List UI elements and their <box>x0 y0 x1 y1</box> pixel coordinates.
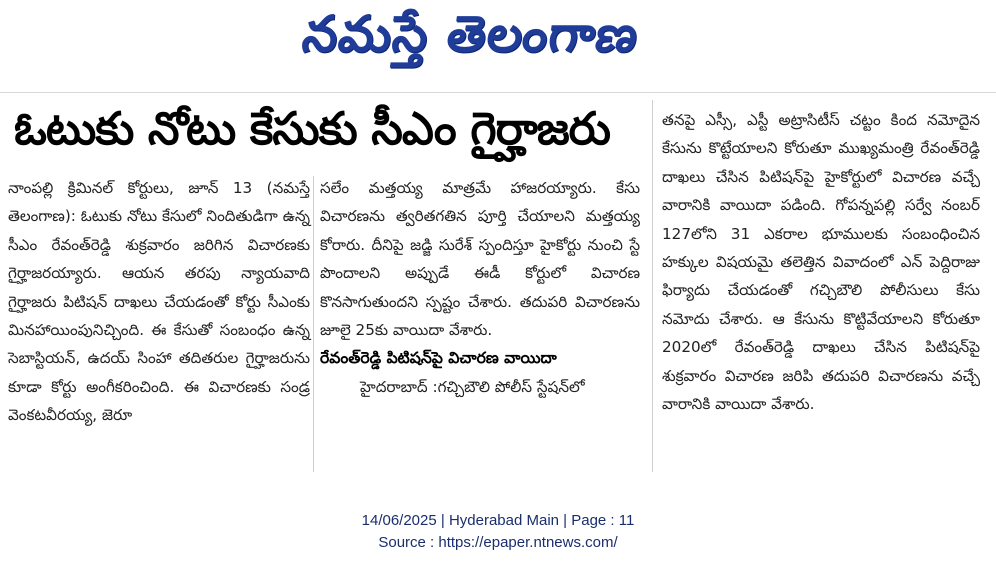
article-column-1 <box>8 174 310 430</box>
column-divider <box>313 176 314 472</box>
source-link[interactable]: Source : https://epaper.ntnews.com/ <box>378 534 618 551</box>
masthead-divider <box>0 92 996 93</box>
page-footer <box>0 510 996 554</box>
headline-container <box>0 96 652 166</box>
newspaper-logo: నమస్తే తెలంగాణ <box>298 4 643 63</box>
masthead <box>0 0 996 82</box>
edition-info: 14/06/2025 | Hyderabad Main | Page : 11 <box>361 512 635 529</box>
article-column-2 <box>320 174 640 401</box>
article-subheading: రేవంత్‌రెడ్డి పిటిషన్‌పై విచారణ వాయిదా <box>320 349 557 368</box>
article-body-text: నాంపల్లి క్రిమినల్ కోర్టులు, జూన్ 13 (నమస్తే తెలంగాణ): ఓటుకు నోటు కేసులో నిందితుడిగా ఉన్న సీఎం రేవంత్‌రెడ్డి శుక్రవారం జరిగిన విచారణకు గైర్హాజరయ్యారు. ఆయన తరపు న్యాయవాది గైర్హాజరు పిటిషన్ దాఖలు చేయడంతో కోర్టు సీఎంకు మినహాయింపునిచ్చింది. ఈ కేసుతో సంబంధం ఉన్న సెబాస్టియన్, ఉదయ్ సింహా తదితరుల గైర్హాజరును కూడా కోర్టు అంగీకరించింది. ఈ విచారణకు సండ్ర వెంకటవీరయ్య, జెరూ <box>8 179 310 425</box>
article-body-text: సలేం మత్తయ్య మాత్రమే హాజరయ్యారు. కేసు విచారణను త్వరితగతిన పూర్తి చేయాలని మత్తయ్య కోరారు. దీనిపై జడ్జి సురేశ్ స్పందిస్తూ హైకోర్టు నుంచి స్టే పొందాలని అప్పుడే ఈడీ కోర్టులో విచారణ కొనసాగుతుందని స్పష్టం చేశారు. తదుపరి విచారణను జూలై 25కు వాయిదా వేశారు. <box>320 179 640 340</box>
article-column-3 <box>662 106 980 418</box>
article-headline: ఓటుకు నోటు కేసుకు సీఎం గైర్హాజరు <box>14 102 610 155</box>
article-dateline: హైదరాబాద్ :గచ్చిబౌలి పోలీస్ స్టేషన్‌లో <box>360 377 585 396</box>
article-body-text: తనపై ఎస్సీ, ఎస్టీ అట్రాసిటీస్ చట్టం కింద నమోదైన కేసును కొట్టేయాలని కోరుతూ ముఖ్యమంత్రి రేవంత్‌రెడ్డి దాఖలు చేసిన పిటిషన్‌పై హైకోర్టులో విచారణ వచ్చే వారానికి వాయిదా పడింది. గోపన్నపల్లి సర్వే నంబర్ 127లోని 31 ఎకరాల భూములకు సంబంధించిన హక్కుల విషయమై తలెత్తిన వివాదంలో ఎన్ పెద్దిరాజు ఫిర్యాదు చేయడంతో గచ్చిబౌలి పోలీసులు కేసు నమోదు చేశారు. ఆ కేసును కొట్టివేయాలని కోరుతూ 2020లో రేవంత్‌రెడ్డి దాఖలు చేసిన పిటిషన్‌పై శుక్రవారం విచారణ జరిపి తదుపరి విచారణను వచ్చే వారానికి వాయిదా వేశారు. <box>662 111 980 414</box>
column-divider <box>652 100 653 472</box>
